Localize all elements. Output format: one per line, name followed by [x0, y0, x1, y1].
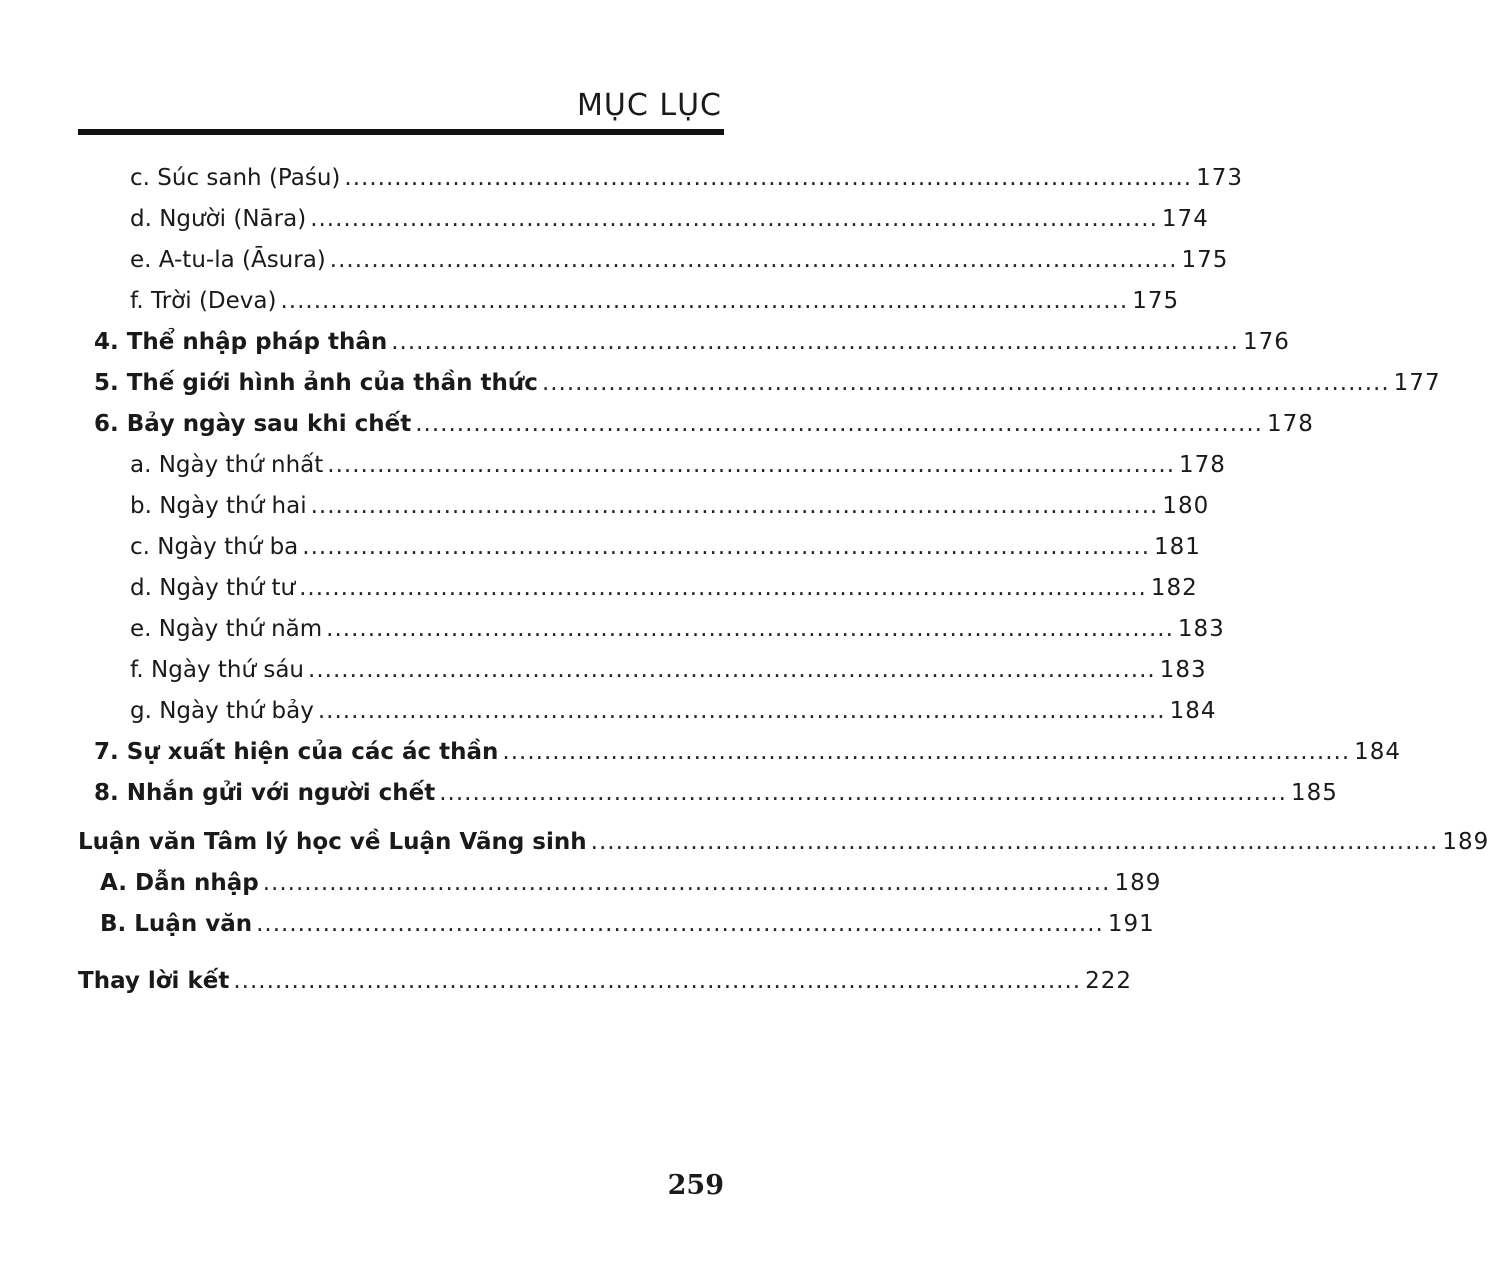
toc-entry[interactable]: [78, 824, 1489, 860]
leader-dots: ......................................................................................................: [233, 968, 1082, 994]
leader-dots: ......................................................................................................: [308, 657, 1156, 683]
toc-entry[interactable]: [130, 693, 1217, 729]
page-number: 259: [667, 1170, 724, 1201]
leader-dots: ......................................................................................................: [262, 870, 1111, 896]
leader-dots: ......................................................................................................: [329, 247, 1178, 273]
toc-entry-label: 6. Bảy ngày sau khi chết: [94, 411, 412, 437]
toc-entry-page: 174: [1161, 206, 1209, 232]
toc-entry[interactable]: [94, 406, 1314, 442]
toc-entry-page: 180: [1162, 493, 1210, 519]
leader-dots: ......................................................................................................: [415, 411, 1263, 437]
toc-entry-label: 7. Sự xuất hiện của các ác thần: [94, 739, 499, 765]
toc-entry[interactable]: [94, 324, 1290, 360]
toc-entry-label: 4. Thể nhập pháp thân: [94, 329, 388, 355]
toc-entry[interactable]: [130, 652, 1207, 688]
toc-entry-page: 178: [1266, 411, 1314, 437]
leader-dots: ......................................................................................................: [310, 493, 1159, 519]
leader-dots: ......................................................................................................: [327, 452, 1176, 478]
toc-entry[interactable]: [130, 611, 1225, 647]
toc-entry[interactable]: [78, 963, 1132, 999]
toc-entry[interactable]: [130, 529, 1201, 565]
toc-entry-page: 175: [1132, 288, 1180, 314]
toc-entry[interactable]: [130, 201, 1209, 237]
toc-entry[interactable]: [100, 906, 1155, 942]
leader-dots: ......................................................................................................: [344, 165, 1193, 191]
toc-entry[interactable]: [130, 570, 1198, 606]
toc-entry-page: 176: [1242, 329, 1290, 355]
leader-dots: ......................................................................................................: [439, 780, 1287, 806]
toc-entry-page: 189: [1442, 829, 1489, 855]
toc-entry[interactable]: [100, 865, 1162, 901]
toc-entry-label: f. Ngày thứ sáu: [130, 657, 305, 683]
toc-entry-page: 185: [1290, 780, 1338, 806]
toc-entry[interactable]: [130, 488, 1210, 524]
leader-dots: ......................................................................................................: [541, 370, 1390, 396]
toc-entry-label: Luận văn Tâm lý học về Luận Vãng sinh: [78, 829, 587, 855]
toc-entry[interactable]: [130, 447, 1226, 483]
toc-entry-label: e. A-tu-la (Āsura): [130, 247, 326, 273]
leader-dots: ......................................................................................................: [256, 911, 1104, 937]
toc-entry-label: b. Ngày thứ hai: [130, 493, 307, 519]
toc-entry-page: 177: [1393, 370, 1441, 396]
toc-entry-label: c. Ngày thứ ba: [130, 534, 299, 560]
leader-dots: ......................................................................................................: [299, 575, 1147, 601]
toc-entry-page: 184: [1169, 698, 1217, 724]
toc-entry-label: d. Người (Nāra): [130, 206, 307, 232]
toc-entry-label: Thay lời kết: [78, 968, 230, 994]
toc-entry[interactable]: [130, 283, 1180, 319]
toc-entry-label: 5. Thế giới hình ảnh của thần thức: [94, 370, 538, 396]
leader-dots: ......................................................................................................: [302, 534, 1151, 560]
leader-dots: ......................................................................................................: [310, 206, 1158, 232]
toc-entry-label: g. Ngày thứ bảy: [130, 698, 314, 724]
toc-entry-label: c. Súc sanh (Paśu): [130, 165, 341, 191]
page-title: MỤC LỤC: [577, 88, 722, 123]
toc-entry-page: 175: [1181, 247, 1229, 273]
leader-dots: ......................................................................................................: [280, 288, 1129, 314]
toc-entry-label: f. Trời (Deva): [130, 288, 277, 314]
leader-dots: ......................................................................................................: [391, 329, 1239, 355]
toc-entry-page: 189: [1114, 870, 1162, 896]
toc-entry[interactable]: [94, 775, 1338, 811]
leader-dots: ......................................................................................................: [317, 698, 1166, 724]
toc-entry-label: d. Ngày thứ tư: [130, 575, 296, 601]
toc-entry-label: A. Dẫn nhập: [100, 870, 259, 896]
toc-entry[interactable]: [94, 734, 1402, 770]
toc-entry-page: 183: [1177, 616, 1225, 642]
toc-entry-label: a. Ngày thứ nhất: [130, 452, 324, 478]
leader-dots: ......................................................................................................: [502, 739, 1351, 765]
toc-entry[interactable]: [130, 160, 1244, 196]
leader-dots: ......................................................................................................: [590, 829, 1439, 855]
toc-entry-page: 181: [1154, 534, 1201, 560]
toc-entry-page: 222: [1085, 968, 1132, 994]
toc-entry-label: e. Ngày thứ năm: [130, 616, 323, 642]
toc-entry[interactable]: [94, 365, 1441, 401]
toc-entry-label: B. Luận văn: [100, 911, 253, 937]
toc-entry-page: 182: [1150, 575, 1198, 601]
header-divider: [78, 129, 724, 135]
toc-entry-page: 184: [1354, 739, 1402, 765]
toc-entry-page: 183: [1159, 657, 1207, 683]
toc-entry-label: 8. Nhắn gửi với người chết: [94, 780, 436, 806]
toc-entry-page: 191: [1107, 911, 1155, 937]
toc-entry[interactable]: [130, 242, 1229, 278]
toc-entry-page: 178: [1179, 452, 1226, 478]
leader-dots: ......................................................................................................: [326, 616, 1174, 642]
toc-entry-page: 173: [1196, 165, 1244, 191]
